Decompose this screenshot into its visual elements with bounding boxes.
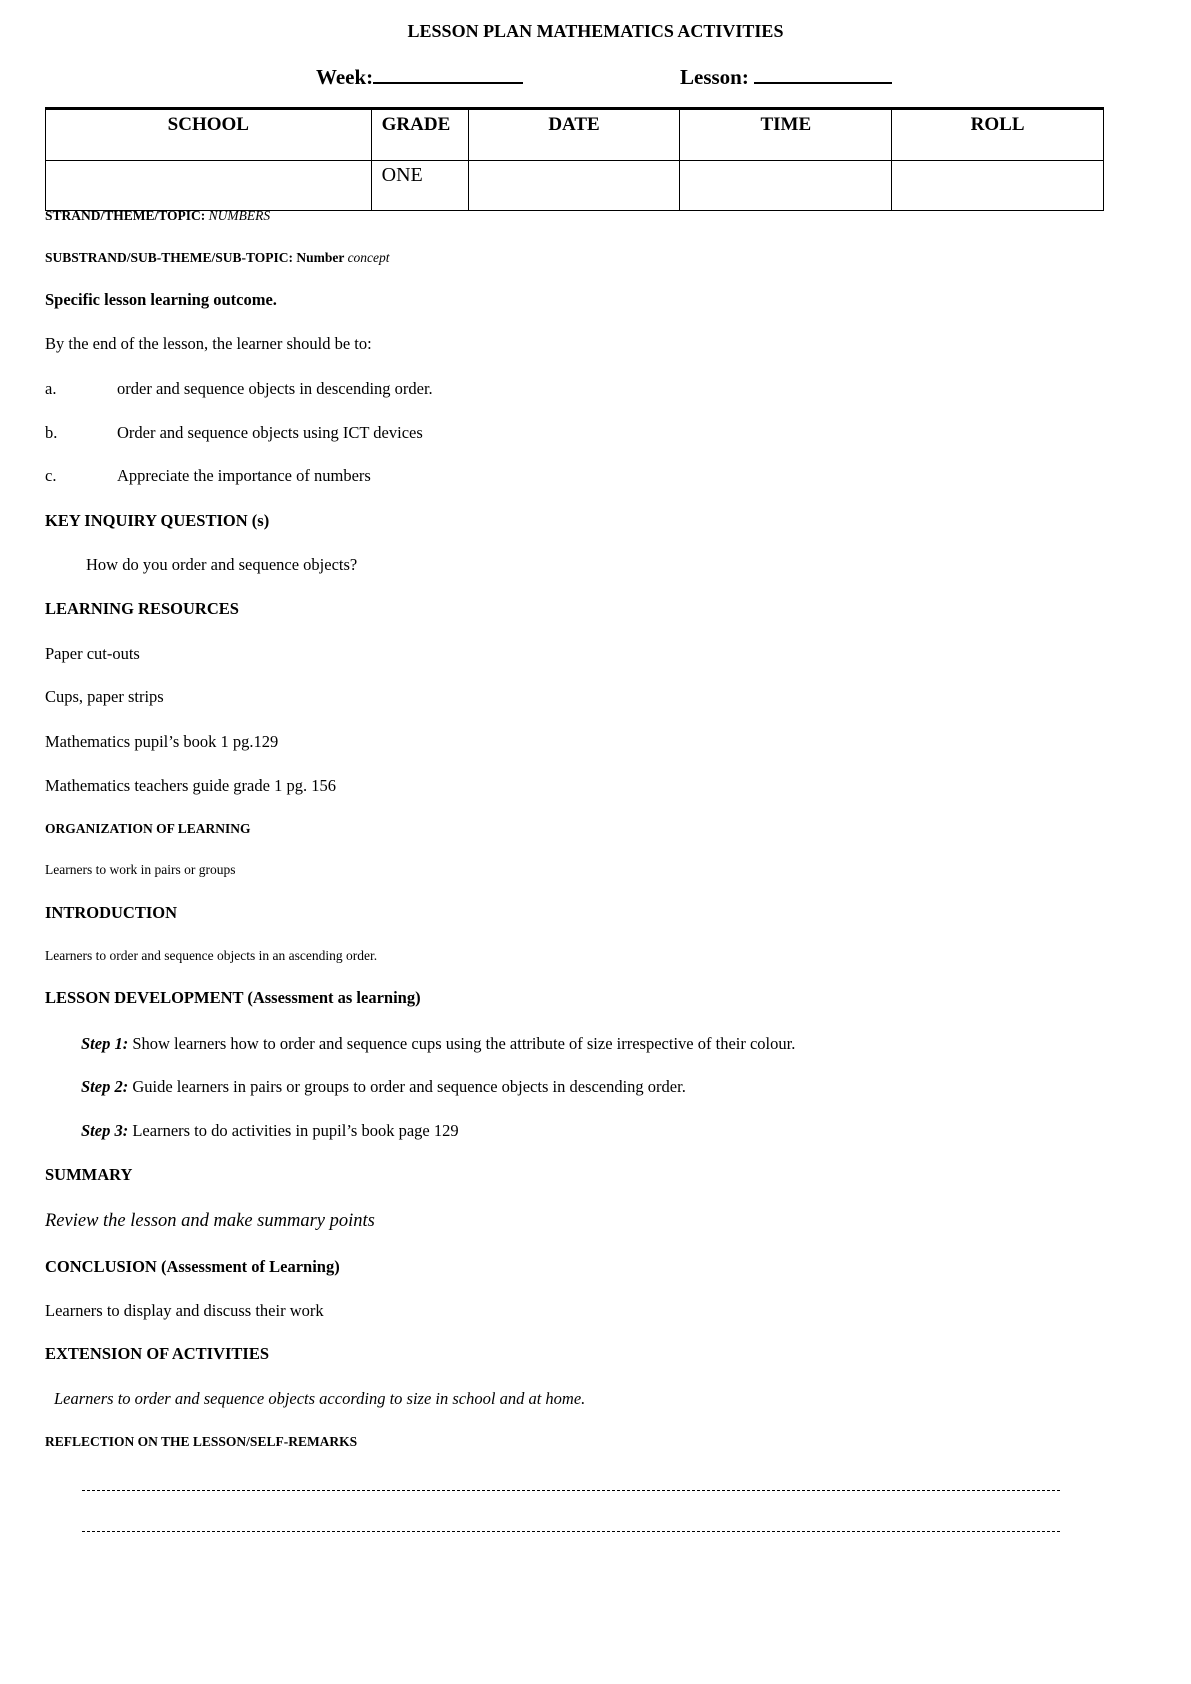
list-marker: a. bbox=[45, 379, 57, 398]
lesson-field bbox=[680, 64, 892, 88]
outcome-item bbox=[45, 468, 371, 485]
list-marker: c. bbox=[45, 466, 57, 485]
organization-heading: ORGANIZATION OF LEARNING bbox=[45, 821, 251, 836]
development-step bbox=[81, 1123, 459, 1140]
info-table-value-row bbox=[46, 161, 1104, 211]
extension-heading: EXTENSION OF ACTIVITIES bbox=[45, 1344, 270, 1363]
development-step bbox=[81, 1036, 795, 1053]
week-blank[interactable] bbox=[373, 64, 523, 84]
summary-heading: SUMMARY bbox=[45, 1165, 133, 1184]
conclusion-text: Learners to display and discuss their work bbox=[45, 1301, 324, 1320]
step-text: Learners to do activities in pupil’s book page 129 bbox=[128, 1121, 459, 1140]
outcome-text: Appreciate the importance of numbers bbox=[117, 466, 371, 485]
resource-item: Paper cut-outs bbox=[45, 644, 140, 663]
school-cell[interactable] bbox=[46, 161, 372, 211]
substrand-label: SUBSTRAND/SUB-THEME/SUB-TOPIC: Number bbox=[45, 250, 348, 265]
inquiry-heading: KEY INQUIRY QUESTION (s) bbox=[45, 511, 270, 530]
time-cell[interactable] bbox=[680, 161, 892, 211]
reflection-line-1[interactable] bbox=[82, 1490, 1060, 1491]
lesson-label: Lesson: bbox=[680, 65, 749, 89]
step-label: Step 1: bbox=[81, 1034, 129, 1053]
roll-cell[interactable] bbox=[892, 161, 1104, 211]
step-text: Show learners how to order and sequence cups using the attribute of size irrespective of their colour. bbox=[128, 1034, 796, 1053]
grade-cell[interactable]: ONE bbox=[371, 161, 468, 211]
column-header-date: DATE bbox=[468, 109, 680, 161]
strand-label: STRAND/THEME/TOPIC: bbox=[45, 208, 209, 223]
week-label: Week: bbox=[316, 65, 374, 89]
column-header-roll: ROLL bbox=[892, 109, 1104, 161]
reflection-heading: REFLECTION ON THE LESSON/SELF-REMARKS bbox=[45, 1434, 358, 1449]
date-cell[interactable] bbox=[468, 161, 680, 211]
column-header-school: SCHOOL bbox=[46, 109, 372, 161]
strand-value: NUMBERS bbox=[208, 208, 271, 223]
outcomes-heading: Specific lesson learning outcome. bbox=[45, 290, 277, 309]
substrand-value: concept bbox=[347, 250, 390, 265]
week-field bbox=[316, 64, 523, 88]
substrand-line bbox=[45, 251, 390, 265]
list-marker: b. bbox=[45, 423, 58, 442]
development-heading: LESSON DEVELOPMENT (Assessment as learning) bbox=[45, 988, 421, 1007]
step-label: Step 2: bbox=[81, 1077, 129, 1096]
reflection-line-2[interactable] bbox=[82, 1531, 1060, 1532]
info-table-header-row bbox=[46, 109, 1104, 161]
page-title: LESSON PLAN MATHEMATICS ACTIVITIES bbox=[407, 21, 784, 41]
resources-heading: LEARNING RESOURCES bbox=[45, 599, 239, 618]
step-text: Guide learners in pairs or groups to order and sequence objects in descending order. bbox=[128, 1077, 686, 1096]
strand-line bbox=[45, 209, 270, 223]
extension-text: Learners to order and sequence objects according to size in school and at home. bbox=[54, 1389, 586, 1408]
info-table bbox=[45, 107, 1104, 211]
lesson-blank[interactable] bbox=[754, 64, 892, 84]
outcome-text: order and sequence objects in descending order. bbox=[117, 379, 433, 398]
summary-text: Review the lesson and make summary points bbox=[45, 1211, 375, 1231]
introduction-text: Learners to order and sequence objects in an ascending order. bbox=[45, 948, 378, 963]
resource-item: Mathematics teachers guide grade 1 pg. 156 bbox=[45, 776, 336, 795]
resource-item: Mathematics pupil’s book 1 pg.129 bbox=[45, 732, 279, 751]
introduction-heading: INTRODUCTION bbox=[45, 903, 178, 922]
outcomes-intro: By the end of the lesson, the learner should be to: bbox=[45, 334, 372, 353]
conclusion-heading: CONCLUSION (Assessment of Learning) bbox=[45, 1257, 340, 1276]
column-header-time: TIME bbox=[680, 109, 892, 161]
resource-item: Cups, paper strips bbox=[45, 687, 164, 706]
development-step bbox=[81, 1079, 686, 1096]
column-header-grade: GRADE bbox=[371, 109, 468, 161]
outcome-item bbox=[45, 425, 423, 442]
step-label: Step 3: bbox=[81, 1121, 129, 1140]
outcome-text: Order and sequence objects using ICT devices bbox=[117, 423, 423, 442]
outcome-item bbox=[45, 381, 433, 398]
organization-text: Learners to work in pairs or groups bbox=[45, 862, 236, 877]
inquiry-question: How do you order and sequence objects? bbox=[86, 555, 358, 574]
